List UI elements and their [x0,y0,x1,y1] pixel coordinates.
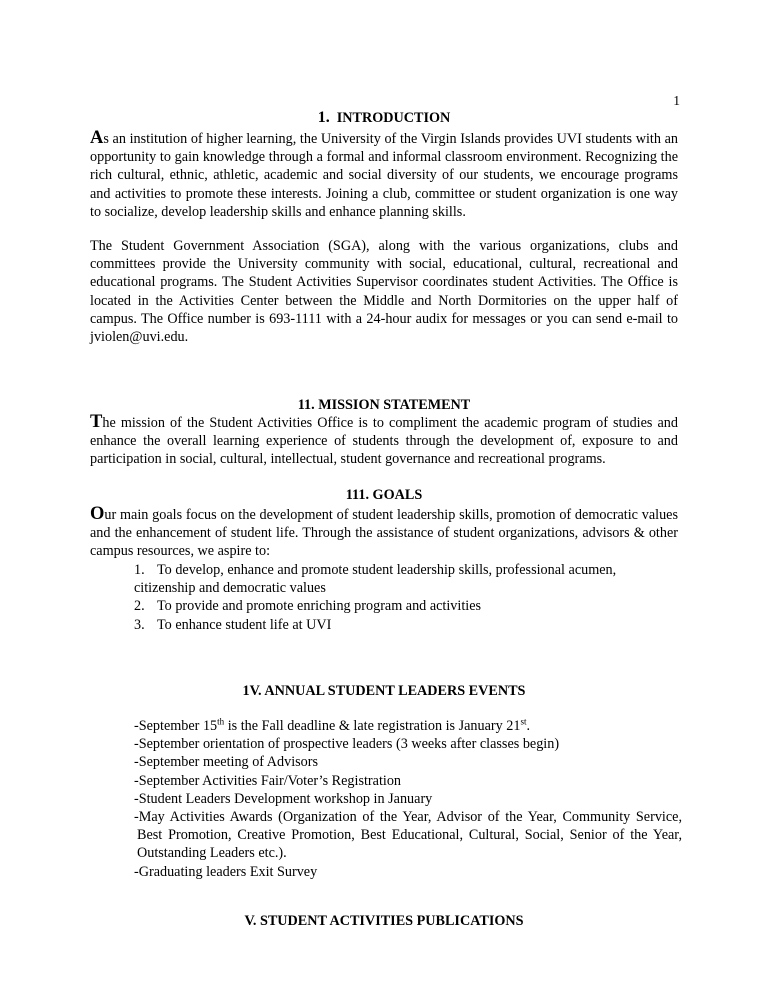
goals-item-1-continuation: citizenship and democratic values [134,580,326,597]
goals-item-2-text: To provide and promote enriching program and activities [157,598,482,615]
goals-list-item [134,561,682,597]
superscript-th: th [217,716,225,727]
introduction-paragraph-2: The Student Government Association (SGA), along with the various organizations, clubs and committees provide the University community with social, educational, cultural, recreational and educational programs. The Student Activities Supervisor coordinates student Activities. The Office is located in the Activities Center between the Middle and North Dormitories on the upper half of campus. The Office number is 693-1111 with a 24-hour audix for messages or you can send e-mail to jviolen@uvi.edu. [90,238,678,346]
event-item: -Graduating leaders Exit Survey [134,863,318,880]
event-item: -Student Leaders Development workshop in January [134,790,433,807]
heading-goals: 111. GOALS [345,487,423,503]
goals-list-item [134,597,682,615]
goals-paragraph-text: ur main goals focus on the development of student leadership skills, promotion of democratic values and the enhancement of student life. Through the assistance of student organizations, advisors & other campus resources, we aspire to: [90,507,678,560]
introduction-paragraph-1-text: s an institution of higher learning, the University of the Virgin Islands provides UVI students with an opportunity to gain knowledge through a formal and informal classroom environment. Recognizing the rich cultural, ethnic, athletic, academic and social diversity of our students, we encourage programs and activities to promote these interests. Joining a club, committee or student organization is one way to socialize, develop leadership skills and enhance planning skills. [90,131,678,220]
heading-introduction [90,109,678,127]
superscript-st: st [520,716,527,727]
goals-list-item [134,616,682,634]
event-item: -September meeting of Advisors [134,754,319,771]
events-list [134,717,682,881]
event-text: . [526,718,531,734]
heading-introduction-number: 1. [317,109,330,126]
dropcap-a: A [90,128,104,148]
dropcap-o: O [90,504,105,524]
event-text: -September 15 [134,718,218,734]
mission-paragraph-text: he mission of the Student Activities Office is to compliment the academic program of studies and enhance the overall learning experience of students through the development of, exposure to and participation in social, cultural, intellectual, student governance and recreational programs. [90,415,678,468]
heading-publications: V. STUDENT ACTIVITIES PUBLICATIONS [244,913,524,929]
goals-item-1-text: To develop, enhance and promote student leadership skills, professional acumen, [157,562,617,578]
goals-item-2-marker: 2. [134,598,145,615]
page-number: 1 [673,93,680,108]
event-item: -September orientation of prospective leaders (3 weeks after classes begin) [134,736,560,753]
dropcap-t: T [90,412,103,432]
heading-annual-events: 1V. ANNUAL STUDENT LEADERS EVENTS [242,683,526,699]
event-item-awards: -May Activities Awards (Organization of the Year, Advisor of the Year, Community Service, Best Promotion, Creative Promotion, Best Educational, Cultural, Social, Senior of the Year, Outstanding Leaders etc.). [134,809,682,862]
goals-item-1-marker: 1. [134,562,145,578]
goals-item-3-text: To enhance student life at UVI [157,616,332,633]
event-item: -September Activities Fair/Voter’s Registration [134,772,402,789]
introduction-paragraph-1 [90,129,678,221]
goals-paragraph [90,505,678,561]
goals-list [134,561,682,634]
goals-item-3-marker: 3. [134,616,145,633]
heading-mission-statement: 11. MISSION STATEMENT [297,397,471,413]
event-item-fall-deadline [134,717,682,735]
event-text: is the Fall deadline & late registration is January 21 [224,718,521,734]
heading-introduction-text: INTRODUCTION [336,110,451,126]
mission-paragraph [90,413,678,469]
